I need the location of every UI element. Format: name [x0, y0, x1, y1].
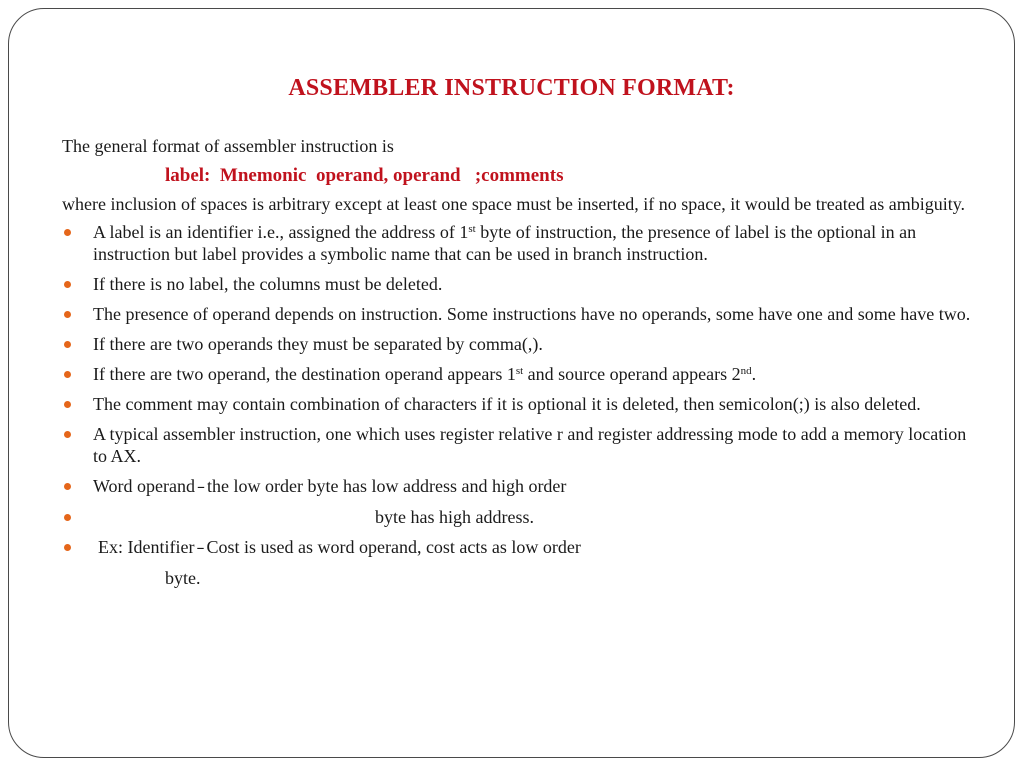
slide-title: ASSEMBLER INSTRUCTION FORMAT: [288, 75, 735, 101]
dash-glyph: – [196, 538, 205, 557]
bullet-icon [64, 544, 71, 551]
format-label: label: [165, 165, 211, 186]
list-item: A label is an identifier i.e., assigned the address of 1st byte of instruction, the presence of label is the optional in an instruction but label provides a symbolic name that can be used in branch instruction. [62, 221, 982, 265]
bullet-icon [64, 483, 71, 490]
format-mnemonic: Mnemonic [219, 165, 307, 186]
slide-content [62, 135, 982, 589]
format-operands: operand, operand [315, 165, 461, 186]
bullet-icon [64, 514, 71, 521]
list-item: If there are two operand, the destination operand appears 1st and source operand appears 2nd. [62, 363, 982, 385]
bullet-list [62, 221, 982, 559]
list-item: Ex: Identifier – Cost is used as word operand, cost acts as low order [62, 536, 982, 559]
bullet-icon [64, 229, 71, 236]
bullet-icon [64, 341, 71, 348]
bullet-icon [64, 311, 71, 318]
bullet-icon [64, 371, 71, 378]
list-item: The presence of operand depends on instruction. Some instructions have no operands, some have one and some have two. [62, 303, 982, 325]
list-item: A typical assembler instruction, one which uses register relative r and register addressing mode to add a memory location to AX. [62, 423, 982, 467]
list-item: If there is no label, the columns must be deleted. [62, 273, 982, 295]
list-item: Word operand – the low order byte has low address and high order [62, 475, 982, 498]
slide [8, 8, 1015, 758]
format-comments: ;comments [474, 165, 564, 186]
list-item: byte has high address. [62, 506, 982, 528]
dash-glyph: – [197, 477, 206, 496]
list-item: If there are two operands they must be separated by comma(,). [62, 333, 982, 355]
instruction-format [165, 165, 982, 187]
bullet-icon [64, 281, 71, 288]
where-text: where inclusion of spaces is arbitrary except at least one space must be inserted, if no space, it would be treated as ambiguity. [62, 194, 966, 214]
intro-text: The general format of assembler instruction is [62, 136, 394, 156]
list-item: The comment may contain combination of characters if it is optional it is deleted, then semicolon(;) is also deleted. [62, 393, 982, 415]
bullet-icon [64, 401, 71, 408]
trailing-text: byte. [165, 568, 201, 588]
bullet-icon [64, 431, 71, 438]
